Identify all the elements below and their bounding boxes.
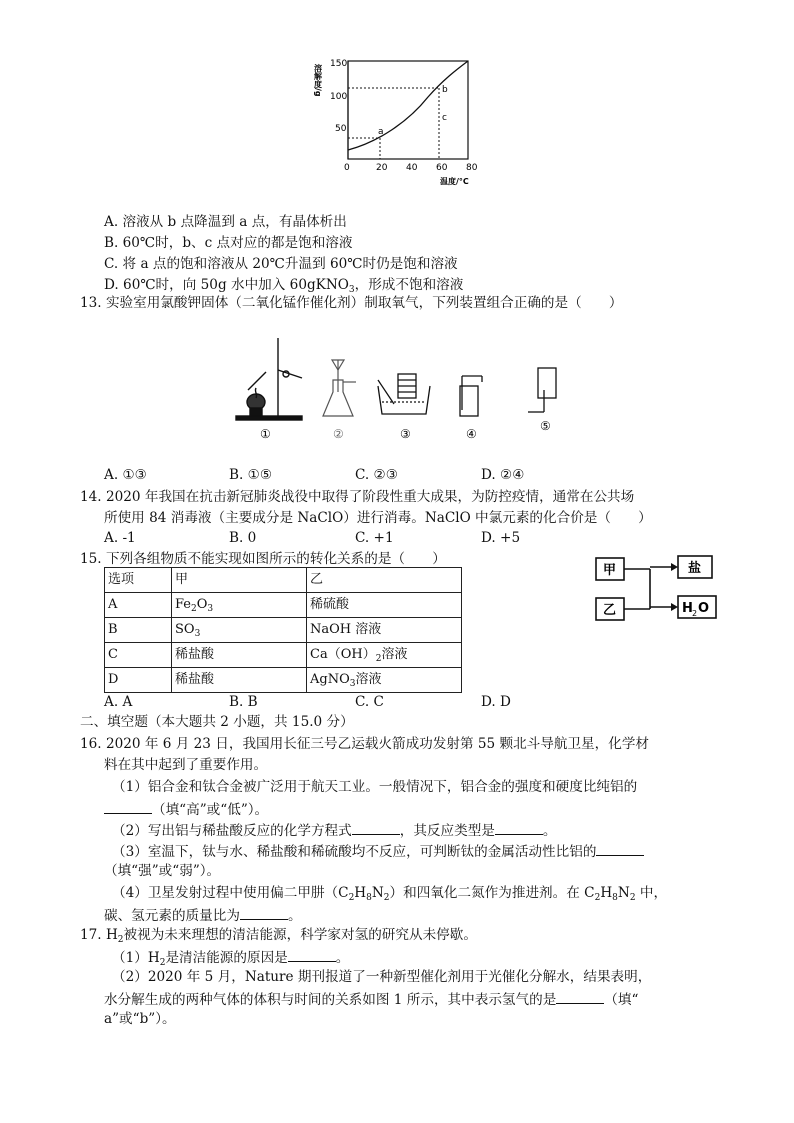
- table-cell: [172, 593, 307, 618]
- q16-part-4b-text: 碳、氢元素的质量比为: [104, 908, 240, 924]
- q16-part-3b: （填“强”或“弱”）。: [104, 863, 221, 879]
- q14-option-b[interactable]: B. 0: [229, 530, 257, 546]
- diagram-water-h: H: [682, 601, 693, 616]
- diagram-salt: 盐: [688, 561, 702, 576]
- q16-part-4-text: （4）卫星发射过程中使用偏二甲肼（C: [112, 885, 349, 901]
- apparatus-label-5: ⑤: [540, 419, 551, 433]
- table-cell: B: [105, 618, 172, 643]
- q16-part-2-end: 。: [542, 823, 557, 839]
- q16-line-1: 16. 2020 年 6 月 23 日，我国用长征三号乙运载火箭成功发射第 55 颗北斗导航卫星，化学材: [80, 736, 650, 752]
- conversion-diagram: [586, 548, 726, 630]
- apparatus-5-icon: [528, 368, 556, 412]
- table-cell: A: [105, 593, 172, 618]
- apparatus-label-2: ②: [333, 427, 344, 441]
- q12-option-d-sub: 3: [348, 285, 355, 295]
- formula-sub: 2: [348, 893, 355, 903]
- y-axis-label: 溶解度/g: [313, 64, 323, 97]
- answer-blank[interactable]: [352, 820, 400, 835]
- q14-option-d[interactable]: D. +5: [481, 530, 521, 546]
- q17-part-1: [112, 947, 349, 967]
- apparatus-2-icon: [323, 360, 356, 416]
- answer-blank[interactable]: [288, 947, 336, 962]
- formula-text: N: [617, 885, 630, 901]
- formula-text: Ca（OH）: [310, 647, 376, 662]
- q16-part-4b-end: 。: [287, 908, 302, 924]
- q16-part-4a: [112, 884, 667, 902]
- apparatus-4-icon: [460, 376, 482, 416]
- q17-part-2b-text: 水分解生成的两种气体的体积与时间的关系如图 1 所示，其中表示氢气的是: [104, 992, 557, 1008]
- q17-line-1: [80, 926, 477, 944]
- x-tick-20: 20: [376, 163, 388, 173]
- formula-sub: 8: [612, 893, 618, 903]
- lab-apparatus-figure: [228, 330, 568, 440]
- q16-part-4-mid: ）和四氧化二氮作为推进剂。在 C: [389, 885, 595, 901]
- table-header-cell: 甲: [172, 568, 307, 593]
- y-tick-100: 100: [330, 92, 348, 102]
- q16-part-4-tail: 中，: [635, 885, 668, 901]
- apparatus-label-3: ③: [400, 427, 411, 441]
- q13-stem: 13. 实验室用氯酸钾固体（二氧化锰作催化剂）制取氧气，下列装置组合正确的是（ ）: [80, 295, 623, 311]
- formula-text: 溶液: [355, 672, 382, 687]
- formula-sub: 2: [383, 893, 390, 903]
- q13-option-d[interactable]: D. ②④: [481, 467, 525, 483]
- q16-part-1a: （1）铝合金和钛合金被广泛用于航天工业。一般情况下，铝合金的强度和硬度比纯铝的: [112, 779, 638, 795]
- formula-text: H: [354, 885, 367, 901]
- diagram-yi: 乙: [603, 603, 617, 618]
- table-row: [105, 668, 462, 693]
- formula-sub: 8: [366, 893, 372, 903]
- diagram-water-2: 2: [692, 609, 698, 618]
- q17-part-1-text: （1）H: [112, 950, 160, 966]
- q13-option-c[interactable]: C. ②③: [355, 467, 398, 483]
- q12-option-d[interactable]: [104, 273, 463, 293]
- q16-part-2: [112, 820, 557, 840]
- table-cell: 稀盐酸: [172, 668, 307, 693]
- q12-option-a[interactable]: A. 溶液从 b 点降温到 a 点，有晶体析出: [104, 214, 347, 230]
- formula-sub: 2: [191, 604, 197, 614]
- table-header-row: [105, 568, 462, 593]
- q16-part-4b: [104, 905, 302, 925]
- y-tick-0: 0: [344, 163, 350, 173]
- formula-text: 溶液: [381, 647, 408, 662]
- formula-text: SO: [175, 622, 195, 637]
- q12-option-b[interactable]: B. 60℃时，b、c 点对应的都是饱和溶液: [104, 235, 353, 251]
- table-cell: [307, 668, 462, 693]
- q16-part-2-mid: ，其反应类型是: [399, 823, 495, 839]
- q15-option-d[interactable]: D. D: [481, 694, 511, 710]
- formula-sub: 3: [349, 679, 356, 689]
- q17-part-1-mid: 是清洁能源的原因是: [165, 950, 288, 966]
- table-cell: [307, 643, 462, 668]
- answer-blank[interactable]: [104, 799, 152, 814]
- q14-option-a[interactable]: A. -1: [104, 530, 136, 546]
- q17-part-2b-end: （填“: [604, 992, 639, 1008]
- table-cell: C: [105, 643, 172, 668]
- point-a: a: [378, 127, 384, 137]
- q15-option-b[interactable]: B. B: [229, 694, 258, 710]
- q15-table: [104, 567, 462, 693]
- formula-text: AgNO: [310, 672, 350, 687]
- q14-line-1: 14. 2020 年我国在抗击新冠肺炎战役中取得了阶段性重大成果，为防控疫情，通常在公共场: [80, 489, 635, 505]
- formula-sub: 2: [117, 935, 124, 945]
- q12-option-d-text: D. 60℃时，向 50g 水中加入 60gKNO: [104, 277, 349, 293]
- table-row: [105, 618, 462, 643]
- table-cell: [172, 618, 307, 643]
- table-cell: D: [105, 668, 172, 693]
- q17-part-2b: [104, 989, 638, 1009]
- apparatus-label-4: ④: [466, 427, 477, 441]
- formula-text: Fe: [175, 597, 192, 612]
- formula-text: N: [371, 885, 384, 901]
- q12-option-d-tail: ，形成不饱和溶液: [354, 277, 464, 293]
- q17-part-1-end: 。: [335, 950, 350, 966]
- diagram-jia: 甲: [603, 563, 617, 578]
- formula-text: H: [600, 885, 613, 901]
- q16-part-1b: [104, 799, 268, 819]
- x-tick-40: 40: [406, 163, 418, 173]
- apparatus-1-icon: [236, 338, 302, 420]
- q15-option-c[interactable]: C. C: [355, 694, 384, 710]
- q14-option-c[interactable]: C. +1: [355, 530, 394, 546]
- q15-stem: 15. 下列各组物质不能实现如图所示的转化关系的是（ ）: [80, 551, 446, 567]
- q16-part-3a: [112, 841, 644, 861]
- apparatus-3-icon: [378, 374, 430, 414]
- q13-option-a[interactable]: A. ①③: [104, 467, 147, 483]
- answer-blank[interactable]: [495, 820, 543, 835]
- table-header-cell: 乙: [307, 568, 462, 593]
- formula-sub: 2: [629, 893, 636, 903]
- section-heading: 二、填空题（本大题共 2 小题，共 15.0 分）: [80, 714, 354, 730]
- q17-part-2a: （2）2020 年 5 月，Nature 期刊报道了一种新型催化剂用于光催化分解水，结果表明，: [112, 969, 652, 985]
- table-cell: 稀硫酸: [307, 593, 462, 618]
- q17-line-1-tail: 被视为未来理想的清洁能源，科学家对氢的研究从未停歇。: [123, 927, 477, 943]
- x-tick-80: 80: [466, 163, 478, 173]
- q16-part-3a-text: （3）室温下，钛与水、稀盐酸和稀硫酸均不反应，可判断钛的金属活动性比铝的: [112, 844, 597, 860]
- q13-option-b[interactable]: B. ①⑤: [229, 467, 273, 483]
- formula-text: O: [196, 597, 208, 612]
- y-tick-50: 50: [335, 124, 347, 134]
- formula-sub: 2: [159, 958, 166, 968]
- solubility-curve: [348, 61, 468, 150]
- solubility-graph: [313, 52, 488, 192]
- formula-sub: 3: [207, 604, 214, 614]
- q16-part-1b-text: （填“高”或“低”）。: [152, 802, 269, 818]
- q17-line-1-text: 17. H: [80, 927, 118, 943]
- table-cell: NaOH 溶液: [307, 618, 462, 643]
- table-cell: 稀盐酸: [172, 643, 307, 668]
- answer-blank[interactable]: [556, 989, 604, 1004]
- answer-blank[interactable]: [596, 841, 644, 856]
- q14-line-2: 所使用 84 消毒液（主要成分是 NaClO）进行消毒。NaClO 中氯元素的化合价是（ ）: [104, 510, 652, 526]
- q16-part-2-text: （2）写出铝与稀盐酸反应的化学方程式: [112, 823, 352, 839]
- q17-part-2c: a”或“b”）。: [104, 1011, 176, 1027]
- diagram-water-o: O: [698, 601, 710, 616]
- point-b: b: [442, 85, 448, 95]
- formula-sub: 2: [375, 654, 382, 664]
- apparatus-label-1: ①: [260, 427, 271, 441]
- formula-sub: 2: [594, 893, 601, 903]
- table-header-cell: 选项: [105, 568, 172, 593]
- y-tick-150: 150: [330, 59, 348, 69]
- q16-line-2: 料在其中起到了重要作用。: [104, 757, 268, 773]
- formula-sub: 3: [194, 629, 201, 639]
- point-c: c: [442, 113, 447, 123]
- q12-option-c[interactable]: C. 将 a 点的饱和溶液从 20℃升温到 60℃时仍是饱和溶液: [104, 256, 458, 272]
- table-row: [105, 643, 462, 668]
- table-row: [105, 593, 462, 618]
- x-tick-60: 60: [436, 163, 448, 173]
- q15-option-a[interactable]: A. A: [104, 694, 133, 710]
- answer-blank[interactable]: [240, 905, 288, 920]
- x-axis-label: 温度/°C: [440, 177, 469, 186]
